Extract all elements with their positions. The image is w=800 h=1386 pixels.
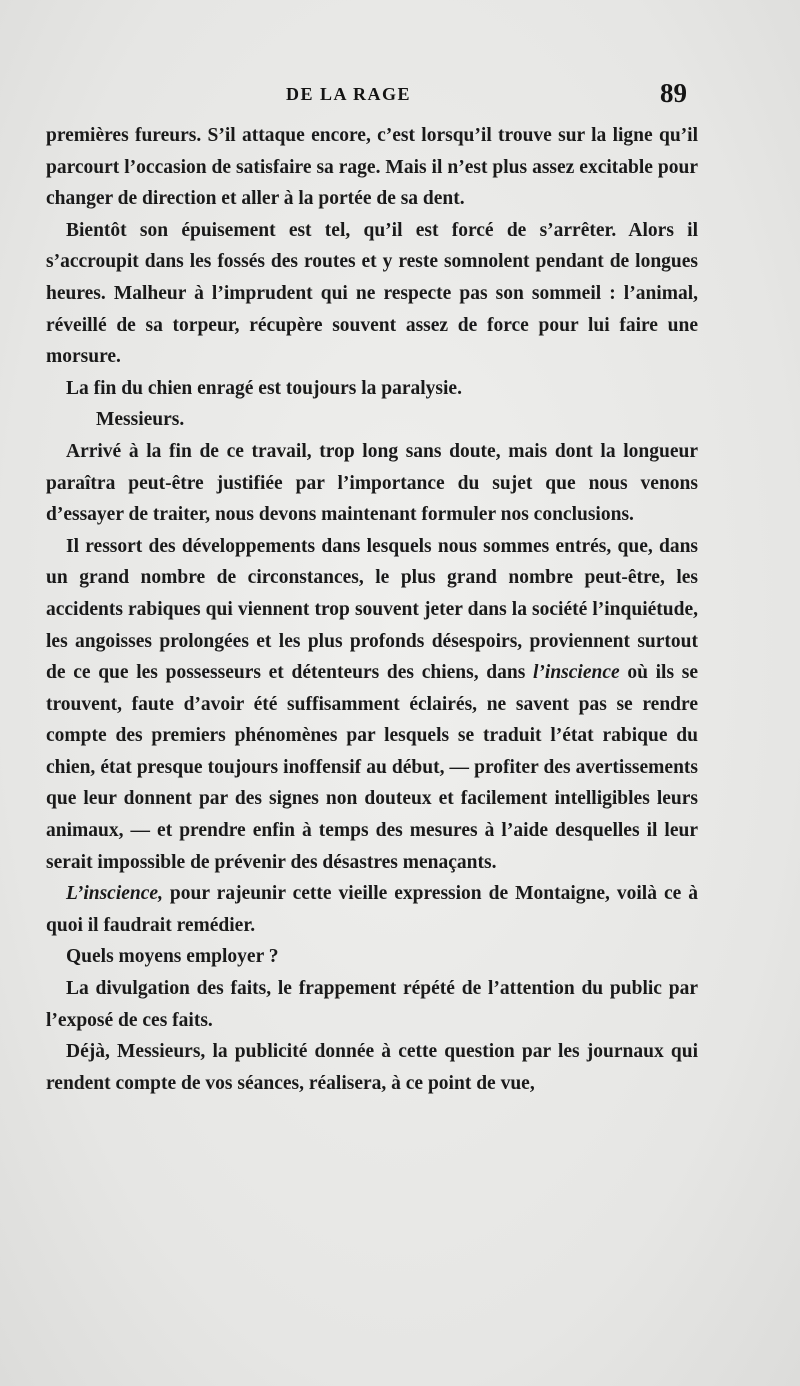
paragraph-salutation: Messieurs. (96, 409, 185, 431)
text-run: où ils se trouvent, faute d’avoir été suffisamment éclairés, ne savent pas se rendre compte des premiers phénomènes par lesquels se traduit l’état rabique du chien, état presque toujours inoffensif au début, — profiter des avertissements que leur donnent par des signes non douteux et facilement intelligibles leurs animaux, — et prendre enfin à temps des mesures à l’aide desquelles il leur serait impossible de prévenir des désastres menaçants. (46, 662, 699, 873)
paragraph-continuation: premières fureurs. S’il attaque encore, c’est lorsqu’il trouve sur la ligne qu’il parcourt l’occasion de satisfaire sa rage. Mais il n’est plus assez excitable pour changer de direction et aller à la portée de sa dent. (46, 125, 698, 210)
paragraph-divulgation: La divulgation des faits, le frappement répété de l’attention du public par l’exposé de ces faits. (46, 978, 698, 1031)
page-number: 89 (660, 78, 687, 108)
paragraph-exhaustion: Bientôt son épuisement est tel, qu’il est forcé de s’arrêter. Alors il s’accroupit dans les fossés des routes et y reste somnolent pendant de longues heures. Malheur à l’imprudent qui ne respecte pas son sommeil : l’animal, réveillé de sa torpeur, récupère souvent assez de force pour lui faire une morsure. (46, 219, 698, 368)
text-run: pour rajeunir cette vieille expression de Montaigne, voilà ce à quoi il faudrait remédier. (46, 883, 698, 936)
paragraph-inscience (46, 878, 698, 941)
italic-term: L’inscience, (66, 883, 163, 905)
italic-term: l’inscience (533, 662, 620, 684)
paragraph-conclusions-intro: Arrivé à la fin de ce travail, trop long sans doute, mais dont la longueur paraîtra peut-être justifiée par l’importance du sujet que nous venons d’essayer de traiter, nous devons maintenant formuler nos conclusions. (46, 440, 698, 526)
paragraph-publicity: Déjà, Messieurs, la publicité donnée à cette question par les journaux qui rendent compte de vos séances, réalisera, à ce point de vue, (46, 1041, 698, 1094)
body-text (46, 120, 698, 1099)
paragraph-paralysis: La fin du chien enragé est toujours la paralysie. (66, 377, 462, 399)
running-head (0, 78, 800, 114)
text-run: Il ressort des développements dans lesquels nous sommes entrés, que, dans un grand nombre de circonstances, le plus grand nombre peut-être, les accidents rabiques qui viennent trop souvent jeter dans la société l’inquiétude, les angoisses prolongées et les plus profonds désespoirs, proviennent surtout de ce que les possesseurs et détenteurs des chiens, dans (46, 535, 698, 684)
paragraph-question: Quels moyens employer ? (66, 946, 279, 968)
running-title: DE LA RAGE (286, 84, 412, 104)
paragraph-main-conclusion (46, 531, 698, 879)
